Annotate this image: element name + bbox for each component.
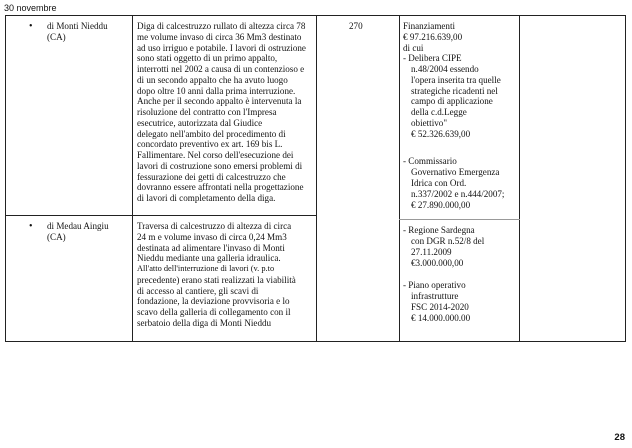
dams-table xyxy=(5,15,626,342)
dam-location: (CA) xyxy=(47,32,66,42)
description-line: scavo della galleria di collegamento con il xyxy=(137,307,291,317)
financing-item-line: Idrica con Ord. xyxy=(411,178,467,188)
financing-item-line: - Commissario xyxy=(403,156,457,166)
description-line: concordato preventivo ex art. 169 bis L. xyxy=(137,139,283,149)
description-line: dopo oltre 10 anni dalla prima interruzione. xyxy=(137,86,296,96)
column-divider xyxy=(399,16,400,341)
financing-item-amount: € 52.326.639,00 xyxy=(411,129,471,139)
column-divider xyxy=(132,16,133,341)
row-divider xyxy=(6,215,317,216)
description-line: Nieddu mediante una galleria idraulica. xyxy=(137,253,281,263)
header-date: 30 novembre xyxy=(4,3,57,13)
description-line: di accesso al cantiere, gli scavi di xyxy=(137,286,259,296)
financing-item-line: campo di applicazione xyxy=(411,96,493,106)
bullet: • xyxy=(29,21,33,32)
dam-location: (CA) xyxy=(47,232,66,242)
description-line: dovranno essere affrontati nella progettazione xyxy=(137,182,304,192)
column-divider xyxy=(519,16,520,341)
financing-item-line: con DGR n.52/8 del xyxy=(411,236,485,246)
financing-item-line: strategiche ricadenti nel xyxy=(411,86,498,96)
description-line: Diga di calcestruzzo rullato di altezza circa 78 xyxy=(137,21,306,31)
description-line: fessurazione dei getti di calcestruzzo che xyxy=(137,172,286,182)
description-line: ad uso irriguo e potabile. I lavori di ostruzione xyxy=(137,43,306,53)
financing-item-line: obiettivo" xyxy=(411,118,448,128)
description-line: di un secondo appalto che ha avuto luogo xyxy=(137,75,288,85)
financing-item-line: - Delibera CIPE xyxy=(403,53,462,63)
description-line: 24 m e volume invaso di circa 0,24 Mm3 xyxy=(137,232,287,242)
description-line: serbatoio della diga di Monti Nieddu xyxy=(137,318,272,328)
description-line: delegato nell'ambito del procedimento di xyxy=(137,129,286,139)
financing-item-line: della c.d.Legge xyxy=(411,107,467,117)
description-line: me volume invaso di circa 36 Mm3 destinato xyxy=(137,32,302,42)
bullet: • xyxy=(29,221,33,232)
dam-name: di Medau Aingiu xyxy=(47,221,109,231)
description-line: lavori di costruzione sono emersi problemi di xyxy=(137,161,303,171)
description-line: esecutrice, autorizzata dal Giudice xyxy=(137,118,263,128)
financing-item-amount: € 27.890.000,00 xyxy=(411,200,471,210)
page-number: 28 xyxy=(614,432,625,443)
dam-name: di Monti Nieddu xyxy=(47,21,108,31)
description-line: risoluzione del contratto con l'Impresa xyxy=(137,107,277,117)
description-line: fondazione, la deviazione provvisoria e lo xyxy=(137,296,290,306)
financing-item-line: - Piano operativo xyxy=(403,280,466,290)
description-line: di lavori di completamento della diga. xyxy=(137,193,276,203)
financing-divider xyxy=(399,219,520,220)
description-line: Anche per il secondo appalto è intervenuta la xyxy=(137,96,302,106)
description-line: Fallimentare. Nel corso dell'esecuzione dei xyxy=(137,150,294,160)
description-line: Traversa di calcestruzzo di altezza di circa xyxy=(137,221,292,231)
description-line: All'atto dell'interruzione di lavori (v. p.to xyxy=(137,264,275,273)
financing-item-amount: € 14.000.000.00 xyxy=(411,313,471,323)
financing-item-line: - Regione Sardegna xyxy=(403,225,475,235)
financing-title: Finanziamenti xyxy=(403,21,456,31)
amount-value: 270 xyxy=(349,21,363,31)
financing-item-amount: €3.000.000,00 xyxy=(411,258,464,268)
financing-item-line: Governativo Emergenza xyxy=(411,167,500,177)
financing-item-line: infrastrutture xyxy=(411,291,459,301)
financing-of-which: di cui xyxy=(403,43,424,53)
description-line: interrotti nel 2002 a causa di un contenzioso e xyxy=(137,64,305,74)
financing-item-line: 27.11.2009 xyxy=(411,247,452,257)
financing-item-line: n.337/2002 e n.444/2007; xyxy=(411,189,505,199)
financing-item-line: FSC 2014-2020 xyxy=(411,302,469,312)
description-line: destinata ad alimentare l'invaso di Monti xyxy=(137,243,285,253)
financing-item-line: l'opera inserita tra quelle xyxy=(411,75,501,85)
description-line: precedente) erano stati realizzati la viabilità xyxy=(137,275,296,285)
description-line: sono stati oggetto di un primo appalto, xyxy=(137,53,278,63)
financing-total: € 97.216.639,00 xyxy=(403,32,463,42)
column-divider xyxy=(316,16,317,341)
financing-item-line: n.48/2004 essendo xyxy=(411,64,479,74)
